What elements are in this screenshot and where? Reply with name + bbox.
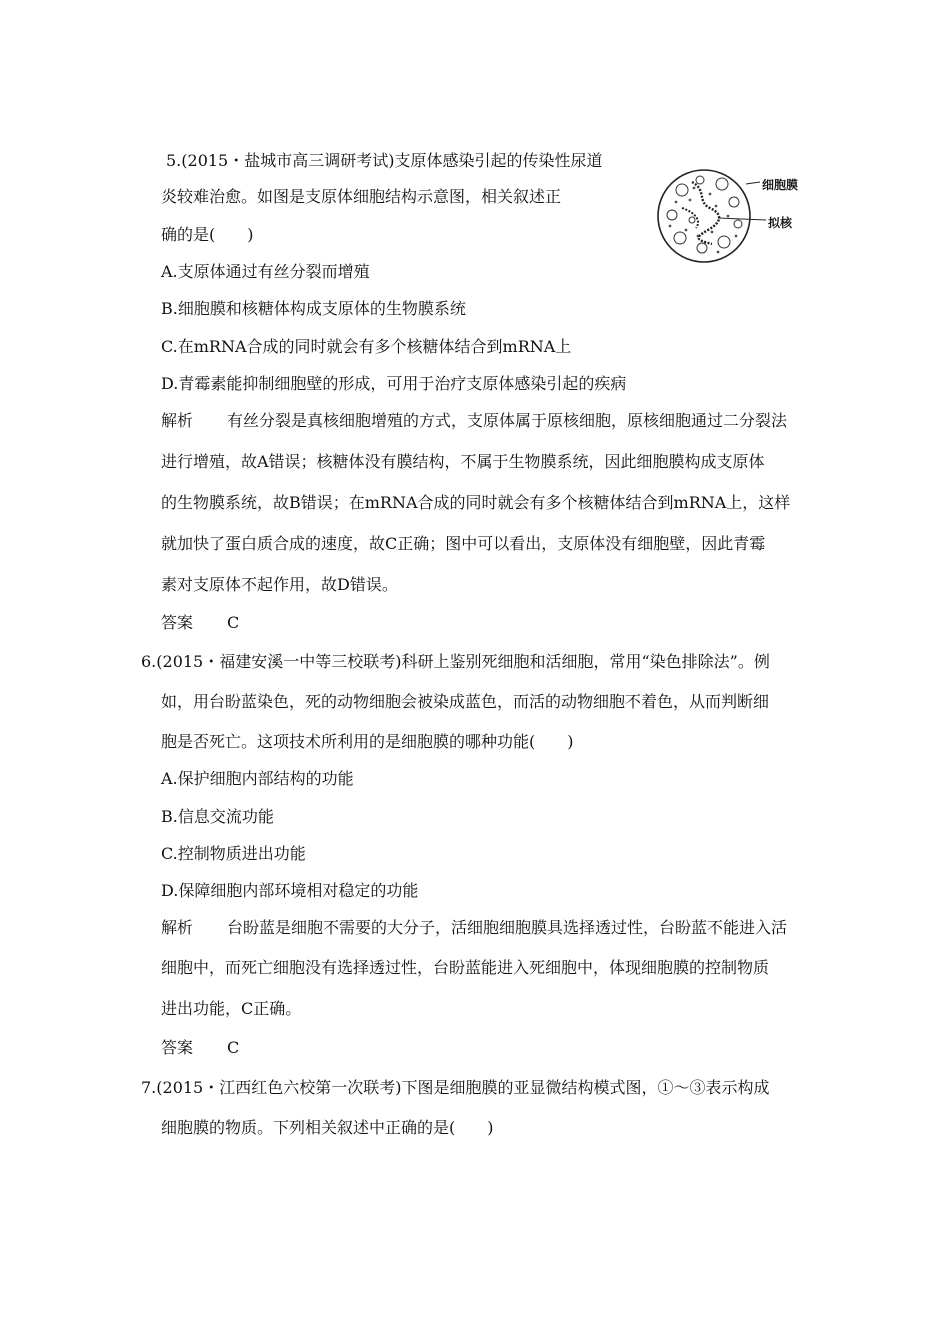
explanation-label: 解析 xyxy=(161,411,194,430)
question-5-explanation-line2: 进行增殖，故A错误；核糖体没有膜结构，不属于生物膜系统，因此细胞膜构成支原体 xyxy=(161,452,765,471)
question-6-explanation-line2: 细胞中，而死亡细胞没有选择透过性，台盼蓝能进入死细胞中，体现细胞膜的控制物质 xyxy=(161,958,770,977)
question-7-stem: 7.(2015・江西红色六校第一次联考)下图是细胞膜的亚显微结构模式图，①～③表示构成 xyxy=(141,1078,770,1097)
question-6-explanation-line1 xyxy=(161,917,787,939)
explanation-label: 解析 xyxy=(161,918,194,937)
question-5-stem: 5.(2015・盐城市高三调研考试)支原体感染引起的传染性尿道 xyxy=(166,151,603,170)
mycoplasma-cell-diagram xyxy=(652,160,842,272)
question-5-option-c: C.在mRNA合成的同时就会有多个核糖体结合到mRNA上 xyxy=(161,337,572,356)
question-5-option-b: B.细胞膜和核糖体构成支原体的生物膜系统 xyxy=(161,299,466,318)
question-5-answer xyxy=(161,612,239,634)
question-5-stem-line3: 确的是( ) xyxy=(161,225,254,244)
answer-value: C xyxy=(227,1038,240,1057)
question-5-explanation-line5: 素对支原体不起作用，故D错误。 xyxy=(161,575,398,594)
question-7-stem-line2: 细胞膜的物质。下列相关叙述中正确的是( ) xyxy=(161,1118,494,1137)
question-5-explanation-line1 xyxy=(161,410,809,432)
question-6-option-c: C.控制物质进出功能 xyxy=(161,844,306,863)
cell-membrane-label: 细胞膜 xyxy=(762,178,799,192)
question-6-answer xyxy=(161,1037,239,1059)
answer-label: 答案 xyxy=(161,1038,194,1057)
explanation-text: 台盼蓝是细胞不需要的大分子，活细胞细胞膜具选择透过性，台盼蓝不能进入活 xyxy=(227,918,788,937)
question-6-option-d: D.保障细胞内部环境相对稳定的功能 xyxy=(161,881,419,900)
question-6-explanation-line3: 进出功能，C正确。 xyxy=(161,999,302,1018)
answer-label: 答案 xyxy=(161,613,194,632)
answer-value: C xyxy=(227,613,240,632)
nucleoid-label: 拟核 xyxy=(768,216,793,230)
question-5-explanation-line3: 的生物膜系统，故B错误；在mRNA合成的同时就会有多个核糖体结合到mRNA上，这样 xyxy=(161,493,791,512)
question-6-stem-line2: 如，用台盼蓝染色，死的动物细胞会被染成蓝色，而活的动物细胞不着色，从而判断细 xyxy=(161,692,770,711)
cell-diagram-svg xyxy=(652,160,842,272)
question-6-stem: 6.(2015・福建安溪一中等三校联考)科研上鉴别死细胞和活细胞，常用“染色排除法”。例 xyxy=(141,652,770,671)
question-5-option-d: D.青霉素能抑制细胞壁的形成，可用于治疗支原体感染引起的疾病 xyxy=(161,374,627,393)
explanation-text: 有丝分裂是真核细胞增殖的方式，支原体属于原核细胞，原核细胞通过二分裂法 xyxy=(227,411,788,430)
question-5-option-a: A.支原体通过有丝分裂而增殖 xyxy=(161,262,370,281)
question-5-stem-line2: 炎较难治愈。如图是支原体细胞结构示意图，相关叙述正 xyxy=(161,187,562,206)
question-5-explanation-line4: 就加快了蛋白质合成的速度，故C正确；图中可以看出，支原体没有细胞壁，因此青霉 xyxy=(161,534,766,553)
question-6-stem-line3: 胞是否死亡。这项技术所利用的是细胞膜的哪种功能( ) xyxy=(161,732,574,751)
question-6-option-a: A.保护细胞内部结构的功能 xyxy=(161,769,354,788)
question-6-option-b: B.信息交流功能 xyxy=(161,807,274,826)
